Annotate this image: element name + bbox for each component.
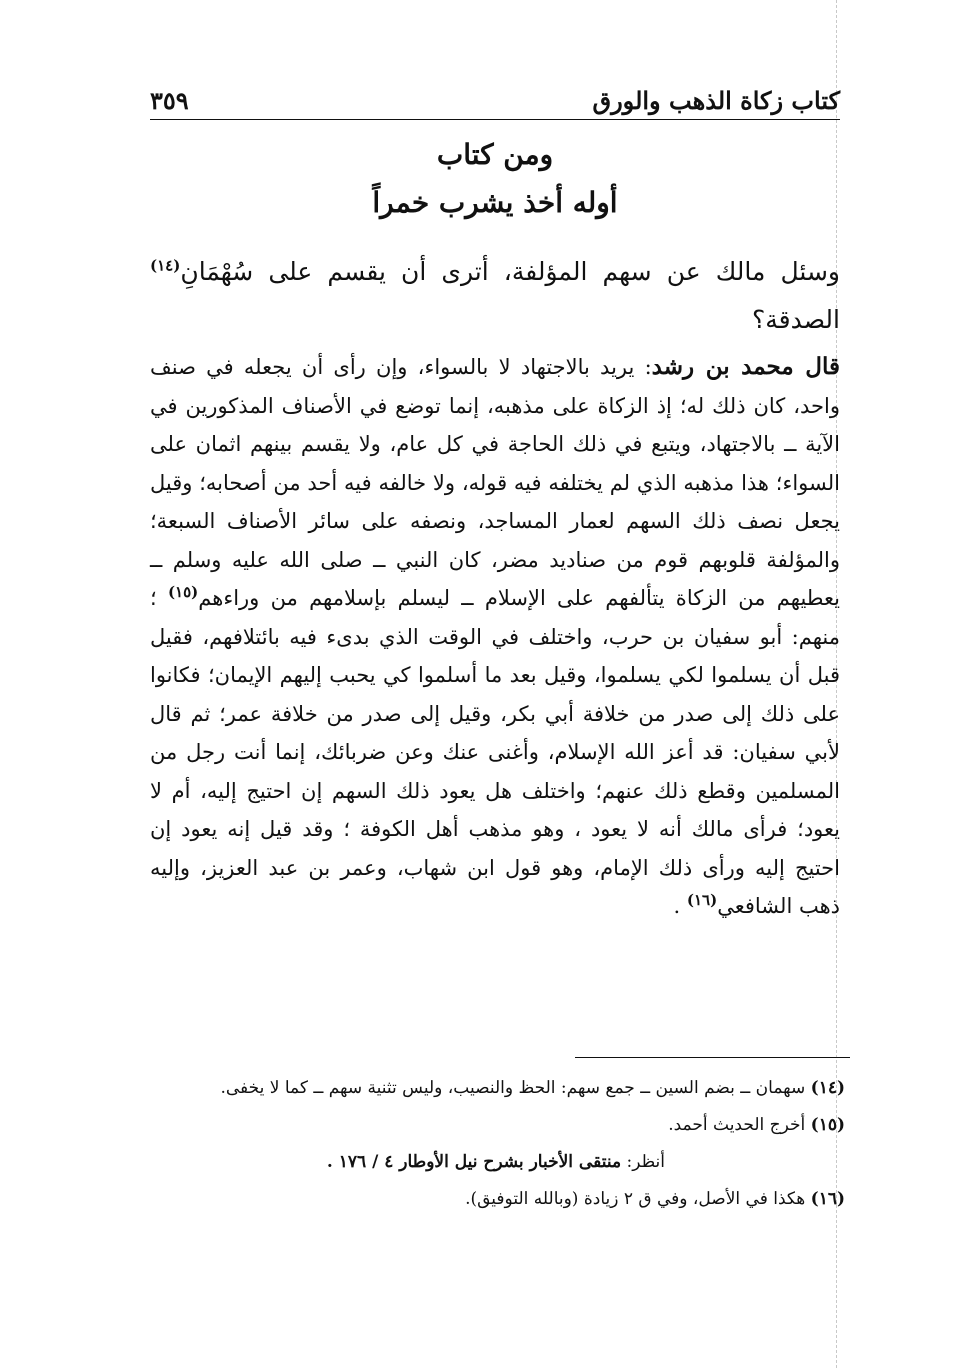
commentary-text-part1: : يريد بالاجتهاد لا بالسواء، وإن رأى أن يجعله في صنف واحد، كان ذلك له؛ إذ الزكاة على مذهبه، إنما توضع في الأصناف المذكورين في الآية ــ بالاجتهاد، ويتبع في ذلك الحاجة في كل عام، ولا يقسم بينهم اثمان على السواء؛ هذا مذهبه الذي لم يختلفه فيه قوله، ولا خالفه فيه أحد من أصحابه؛ وقيل يجعل نصف ذلك السهم لعمار المساجد، ونصفه على سائر الأصناف السبعة؛ والمؤلفة قلوبهم قوم من صناديد مضر، كان النبي ــ صلى الله عليه وسلم ــ يعطيهم من الزكاة يتألفهم على الإسلام ــ ليسلم بإسلامهم من وراءهم xyxy=(150,355,840,610)
footnotes-section xyxy=(150,1074,845,1222)
footnote-see-label: أنظر: xyxy=(621,1152,665,1172)
footnote-number: (١٥) xyxy=(810,1115,845,1135)
question-text: وسئل مالك عن سهم المؤلفة، أترى أن يقسم على سُهْمَانِ xyxy=(180,257,840,286)
footnote-ref-15[interactable]: (١٥) xyxy=(167,583,199,601)
chapter-heading-line2: أوله أخذ يشرب خمراً xyxy=(372,186,618,219)
footnote-14 xyxy=(150,1074,845,1103)
running-header xyxy=(150,80,840,120)
footnote-text: هكذا في الأصل، وفي ق ٢ زيادة (وبالله التوفيق). xyxy=(465,1189,811,1209)
footnote-16 xyxy=(150,1185,845,1214)
footnote-15 xyxy=(150,1111,845,1140)
running-title: كتاب زكاة الذهب والورق xyxy=(592,86,840,115)
question-text-end: الصدقة؟ xyxy=(752,305,840,334)
commentary-text-part2: ؛ منهم: أبو سفيان بن حرب، واختلف في الوقت الذي بدىء فيه بائتلافهم، فقيل قبل أن يسلموا لكي يسلموا، وقيل بعد ما أسلموا كي يحبب إليهم الإيمان؛ فكانوا على ذلك إلى صدر من خلافة أبي بكر، وقيل إلى صدر من خلافة عمر؛ ثم قال لأبي سفيان: قد أعز الله الإسلام، وأغنى عنك وعن ضربائك، إنما أنت رجل من المسلمين وقطع ذلك عنهم؛ واختلف هل يعود ذلك السهم إن احتيج إليه، أم لا يعود؛ فرأى مالك أنه لا يعود ، وهو مذهب أهل الكوفة ؛ وقد قيل إنه يعود إن احتيج إليه ورأى ذلك الإمام، وهو قول ابن شهاب، وعمر بن عبد العزيز، وإليه ذهب الشافعي xyxy=(150,586,840,918)
chapter-heading-line1: ومن كتاب xyxy=(436,138,554,171)
footnote-15-reference xyxy=(150,1148,845,1177)
footnote-number: (١٤) xyxy=(810,1078,845,1098)
footnote-ref-16[interactable]: (١٦) xyxy=(686,891,718,909)
commentary-author: قال محمد بن رشد xyxy=(651,353,840,380)
commentary-end-mark: . xyxy=(673,894,687,918)
commentary-paragraph xyxy=(150,348,840,926)
footnote-separator xyxy=(575,1057,850,1058)
footnote-number: (١٦) xyxy=(810,1189,845,1209)
footnote-source-title: منتقى الأخبار بشرح نيل الأوطار ٤ / ١٧٦ . xyxy=(326,1152,622,1172)
question-paragraph xyxy=(150,248,840,344)
footnote-ref-14[interactable]: (١٤) xyxy=(150,256,181,275)
page-number: ٣٥٩ xyxy=(150,86,189,115)
footnote-text: سهمان ــ بضم السين ــ جمع سهم: الحظ والنصيب، وليس تثنية سهم ــ كما لا يخفى. xyxy=(220,1078,811,1098)
footnote-text: أخرج الحديث أحمد. xyxy=(668,1115,811,1135)
